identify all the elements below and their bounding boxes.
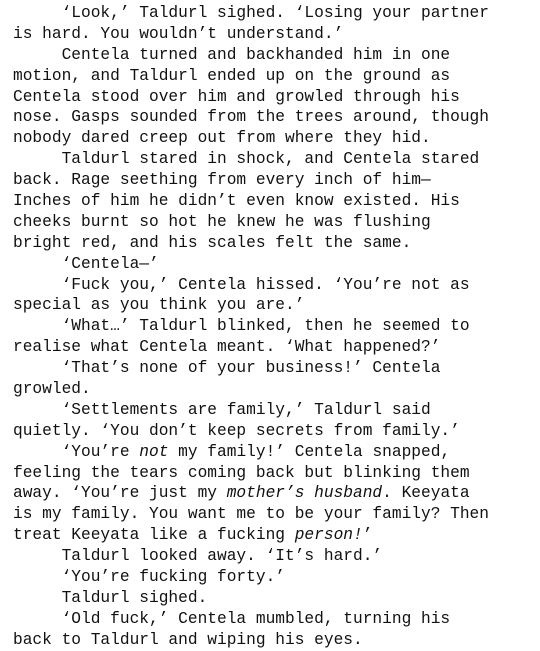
text-run: ‘What…’ Taldurl blinked, then he seemed to <box>13 317 470 336</box>
text-line <box>13 170 540 191</box>
text-line <box>13 400 540 421</box>
text-line <box>13 212 540 233</box>
text-run: away. ‘You’re just my <box>13 484 227 503</box>
text-run: ‘Old fuck,’ Centela mumbled, turning his <box>13 609 451 628</box>
text-line <box>13 149 540 170</box>
text-run: nobody dared creep out from where they hid. <box>13 129 431 148</box>
text-run: ‘You’re <box>13 442 140 461</box>
text-run: Centela stood over him and growled through his <box>13 87 460 106</box>
text-run: growled. <box>13 380 91 399</box>
text-line <box>13 379 540 400</box>
text-line <box>13 483 540 504</box>
text-line <box>13 630 540 651</box>
text-run: my family!’ Centela snapped, <box>168 442 451 461</box>
text-line <box>13 87 540 108</box>
text-run: special as you think you are.’ <box>13 296 305 315</box>
text-run: realise what Centela meant. ‘What happened?’ <box>13 338 441 357</box>
text-line <box>13 567 540 588</box>
text-line <box>13 66 540 87</box>
text-run: back. Rage seething from every inch of him— <box>13 171 431 190</box>
text-run: Centela turned and backhanded him in one <box>13 45 451 64</box>
text-run: is hard. You wouldn’t understand.’ <box>13 24 344 43</box>
text-run: cheeks burnt so hot he knew he was flushing <box>13 212 431 231</box>
text-run: quietly. ‘You don’t keep secrets from family.’ <box>13 421 460 440</box>
text-run: ‘Settlements are family,’ Taldurl said <box>13 400 431 419</box>
text-run: Taldurl sighed. <box>13 588 208 607</box>
text-run: feeling the tears coming back but blinking them <box>13 463 470 482</box>
text-line <box>13 128 540 149</box>
text-line <box>13 609 540 630</box>
text-run: back to Taldurl and wiping his eyes. <box>13 630 363 649</box>
text-run: ‘Look,’ Taldurl sighed. ‘Losing your partner <box>13 4 489 22</box>
text-run: ‘Centela—’ <box>13 254 159 273</box>
text-run: Taldurl looked away. ‘It’s hard.’ <box>13 547 383 566</box>
text-line <box>13 316 540 337</box>
text-run: treat Keeyata like a fucking <box>13 526 295 545</box>
text-line <box>13 24 540 45</box>
text-line <box>13 191 540 212</box>
text-line <box>13 421 540 442</box>
text-run: Inches of him he didn’t even know existed. His <box>13 192 460 211</box>
text-run: motion, and Taldurl ended up on the ground as <box>13 66 451 85</box>
emphasized-text: mother’s husband <box>226 484 383 503</box>
text-run: . Keeyata <box>382 484 470 503</box>
text-line <box>13 442 540 463</box>
text-run: is my family. You want me to be your family? Then <box>13 505 489 524</box>
text-run: nose. Gasps sounded from the trees around, though <box>13 108 489 127</box>
text-line <box>13 295 540 316</box>
text-line <box>13 546 540 567</box>
text-run: Taldurl stared in shock, and Centela stared <box>13 150 480 169</box>
text-line <box>13 525 540 546</box>
text-run: ‘Fuck you,’ Centela hissed. ‘You’re not as <box>13 275 470 294</box>
text-line <box>13 588 540 609</box>
text-run: ‘You’re fucking forty.’ <box>13 568 285 587</box>
text-line <box>13 45 540 66</box>
text-line <box>13 358 540 379</box>
text-run: ’ <box>362 526 373 545</box>
emphasized-text: not <box>139 442 169 461</box>
text-line <box>13 504 540 525</box>
text-run: bright red, and his scales felt the same. <box>13 233 412 252</box>
text-line <box>13 3 540 24</box>
text-line <box>13 463 540 484</box>
text-line <box>13 233 540 254</box>
text-line <box>13 107 540 128</box>
text-run: ‘That’s none of your business!’ Centela <box>13 359 441 378</box>
text-line <box>13 275 540 296</box>
text-line <box>13 254 540 275</box>
emphasized-text: person! <box>294 526 363 545</box>
text-line <box>13 337 540 358</box>
